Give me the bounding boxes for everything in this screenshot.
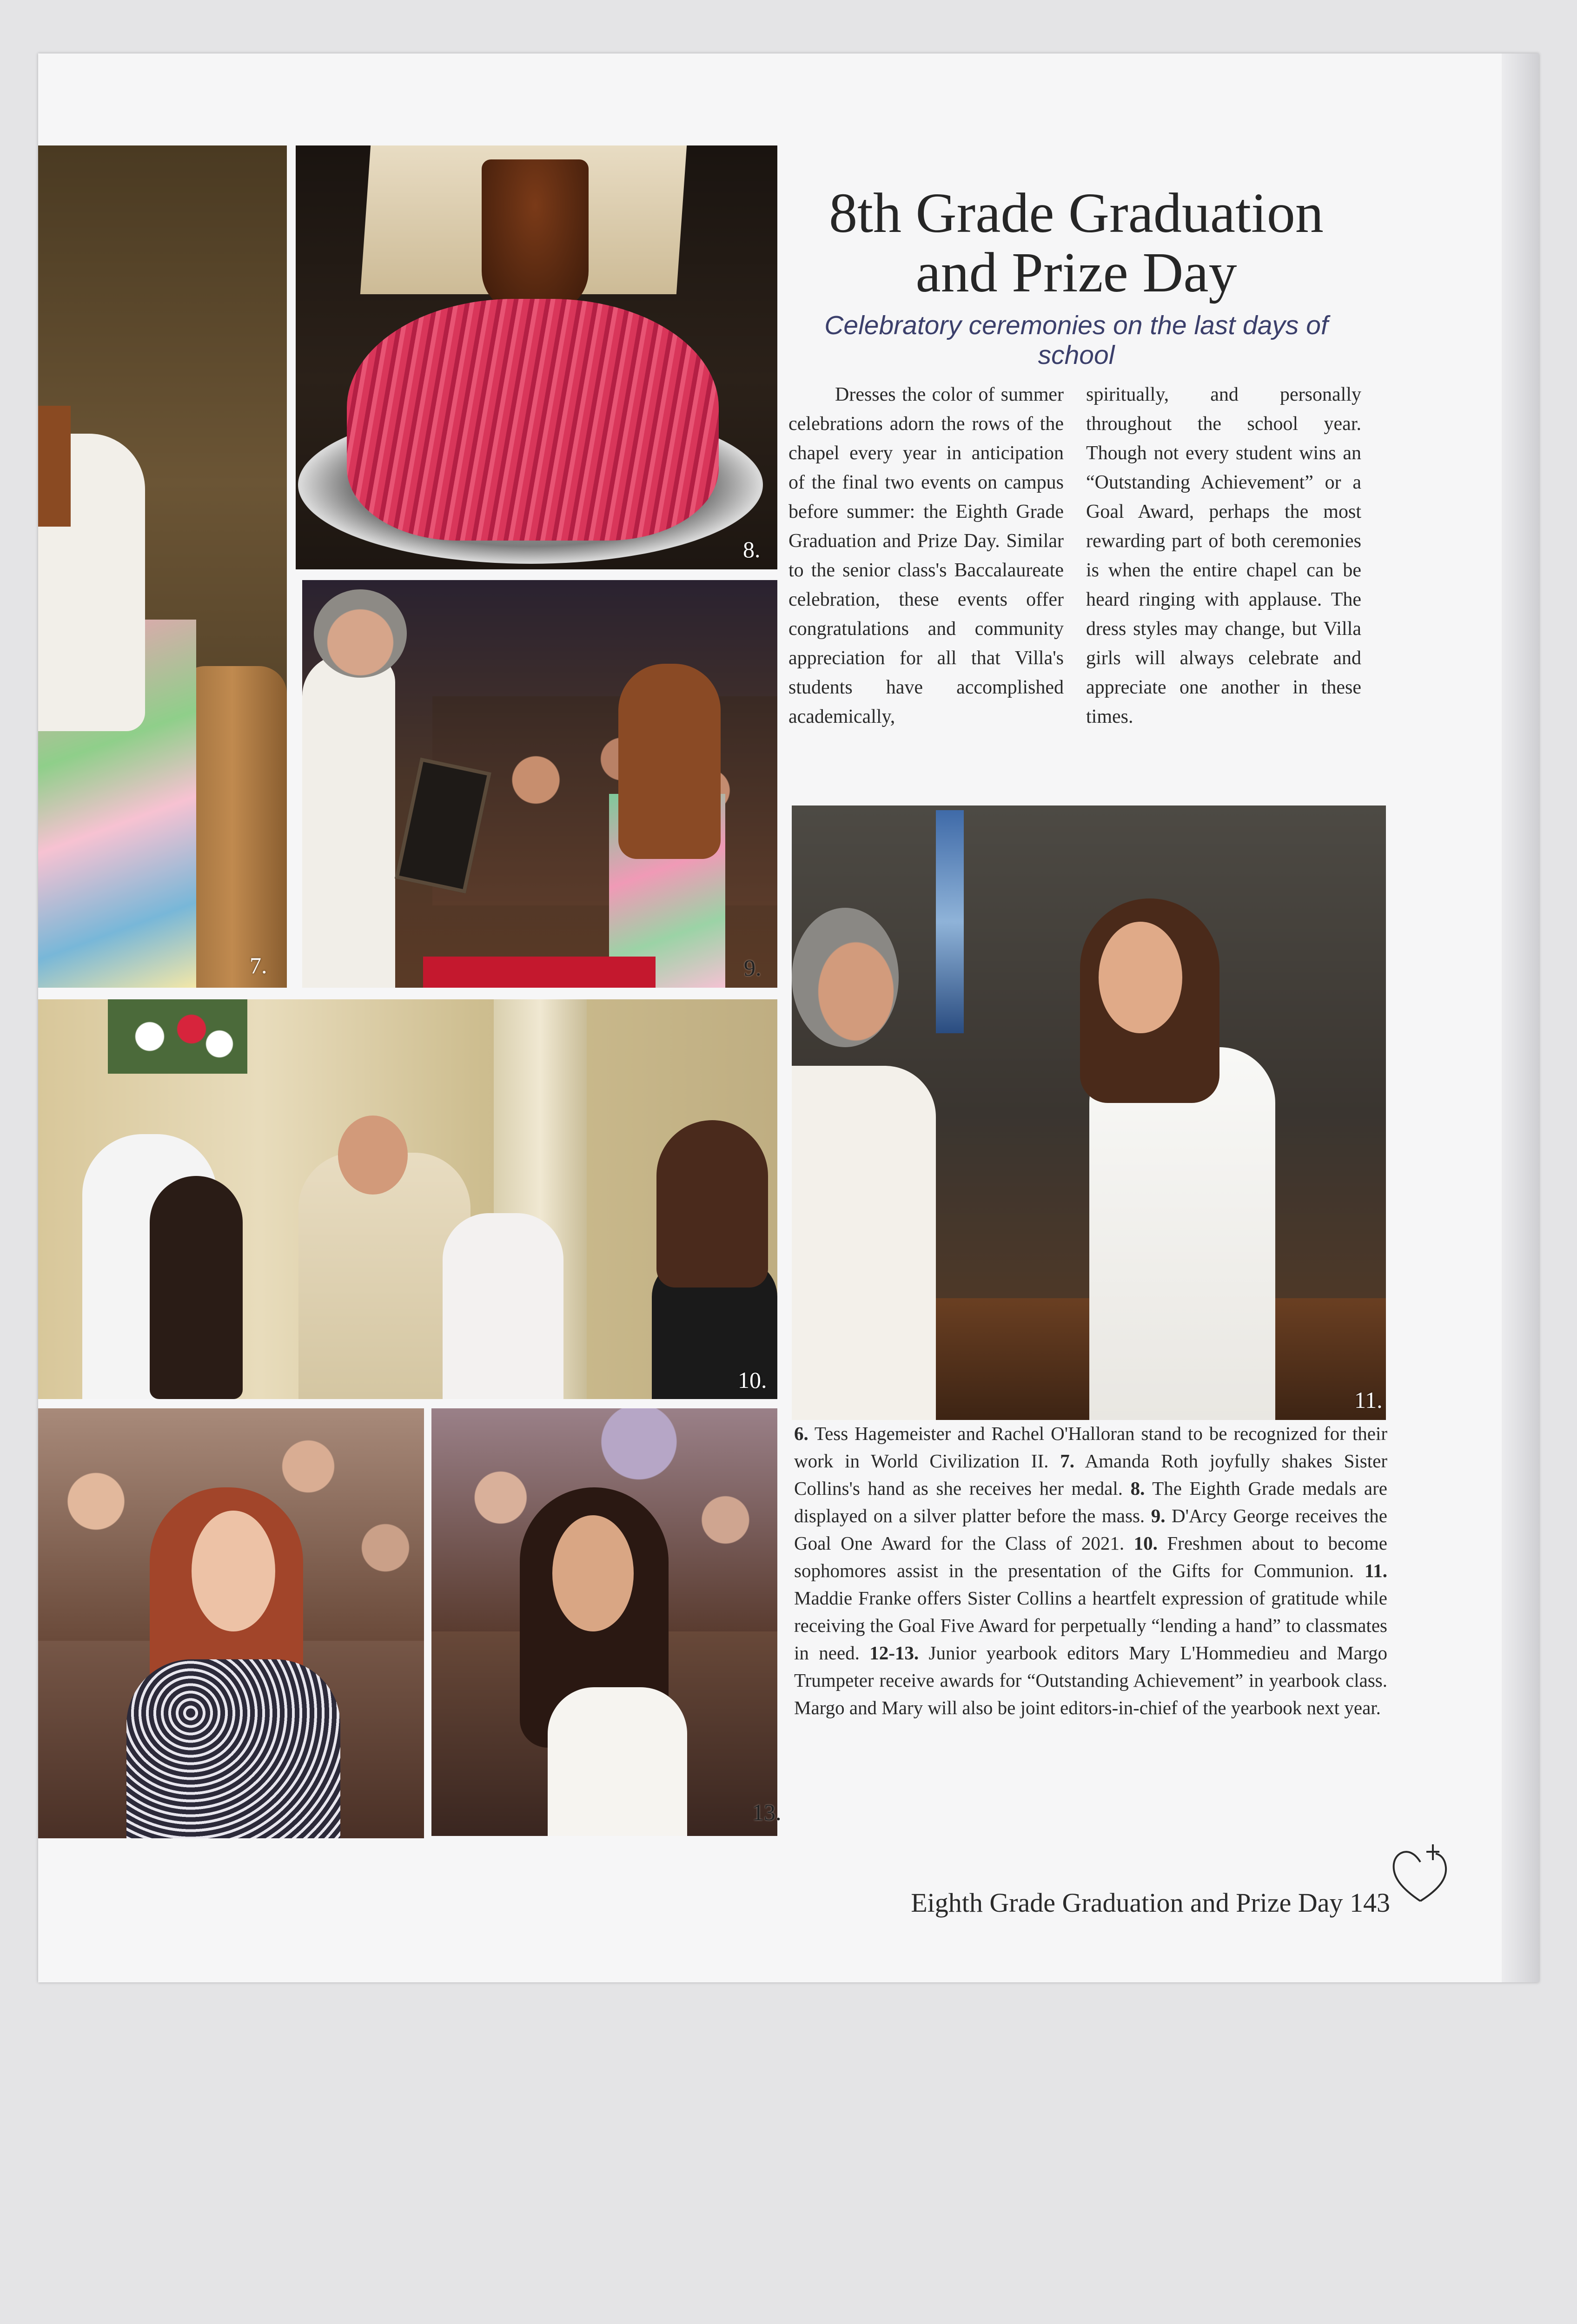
photo-8-label: 8. (743, 536, 761, 562)
caption-text-9: D'Arcy George receives the Goal One Award for the Class of 2021. (794, 1505, 1387, 1554)
photo-8-ribbons (347, 299, 719, 541)
page-subtitle: Celebratory ceremonies on the last days of school (824, 310, 1328, 370)
photo-7-hair (38, 406, 71, 527)
photo-11-girl-face (1099, 922, 1182, 1033)
heart-cross-icon (1390, 1841, 1451, 1906)
photo-captions (794, 1420, 1387, 1722)
photo-12-blouse (126, 1659, 340, 1838)
body-column-2: spiritually, and personally throughout the school year. Though not every student wins an “Outstanding Achievement” or a Goal Award, perhaps the most rewarding part of both ceremonies is when the entire chapel can be heard ringing with applause. The dress styles may change, but Villa girls will always celebrate and appreciate one another in these times. (1086, 384, 1361, 727)
photo-9-table (423, 957, 656, 988)
caption-num-12-13: 12-13. (869, 1642, 919, 1664)
photo-9-label: 9. (744, 955, 762, 981)
photo-8-candle-cup (482, 159, 589, 313)
page-title-line1: 8th Grade Graduation (829, 182, 1324, 244)
photo-7-label: 7. (250, 952, 267, 978)
caption-num-9: 9. (1151, 1505, 1166, 1526)
photo-12 (38, 1408, 424, 1838)
caption-num-8: 8. (1130, 1478, 1145, 1499)
photo-10-label: 10. (738, 1367, 767, 1393)
photo-11-label: 11. (1354, 1387, 1383, 1413)
caption-text-8: The Eighth Grade medals are displayed on a silver platter before the mass. (794, 1478, 1387, 1526)
photo-11 (792, 805, 1386, 1420)
photo-11-sister-head (792, 908, 899, 1047)
page-title-line2: and Prize Day (915, 241, 1237, 304)
photo-10-girl-hair (150, 1176, 243, 1399)
photo-9-girl-hair (618, 664, 721, 859)
photo-10-girl-center (443, 1213, 563, 1399)
caption-text-10: Freshmen about to become sophomores assist in the presentation of the Gifts for Communion. (794, 1532, 1387, 1581)
caption-text-11: Maddie Franke offers Sister Collins a heartfelt expression of gratitude while receiving the Goal Five Award for perpetually “lending a hand” to classmates in need. (794, 1587, 1387, 1664)
photo-9-sister-head (314, 589, 407, 678)
caption-num-7: 7. (1060, 1450, 1074, 1472)
photo-10-girl-black-hair (656, 1120, 768, 1287)
caption-num-11: 11. (1365, 1560, 1387, 1581)
photo-11-girl-dress (1089, 1047, 1275, 1420)
caption-num-6: 6. (794, 1423, 808, 1444)
caption-text-7: Amanda Roth joyfully shakes Sister Collins's hand as she receives her medal. (794, 1450, 1387, 1499)
photo-9 (302, 580, 777, 988)
caption-num-10: 10. (1133, 1532, 1158, 1554)
photo-13-label: 13. (752, 1799, 782, 1825)
page-title (790, 184, 1362, 303)
photo-13 (431, 1408, 782, 1836)
photo-11-sister (792, 1066, 936, 1420)
photo-12-face (192, 1511, 275, 1631)
photo-13-face (552, 1515, 634, 1631)
photo-8 (296, 145, 777, 569)
photo-10-priest-head (338, 1116, 408, 1195)
caption-text-6: Tess Hagemeister and Rachel O'Halloran stand to be recognized for their work in World Civilization II. (794, 1423, 1387, 1472)
body-column-1: Dresses the color of summer celebrations adorn the rows of the chapel every year in anticipation of the final two events on campus before summer: the Eighth Grade Graduation and Prize Day. Similar to the senior class's Baccalaureate celebration, these events offer congratulations and community appreciation for all that Villa's students have accomplished academically, (788, 384, 1064, 727)
page-footer: Eighth Grade Graduation and Prize Day 143 (911, 1888, 1390, 1918)
photo-10 (38, 999, 777, 1399)
photo-7 (38, 145, 287, 988)
photo-13-top (548, 1687, 687, 1836)
photo-10-flowers (108, 999, 247, 1074)
photo-11-window (936, 810, 964, 1033)
photo-9-sister (302, 654, 395, 988)
page-edge (1502, 53, 1539, 1982)
caption-text-12-13: Junior yearbook editors Mary L'Hommedieu and Margo Trumpeter receive awards for “Outstanding Achievement” in yearbook class. Margo and Mary will also be joint editors-in-chief of the yearbook next year. (794, 1642, 1387, 1718)
